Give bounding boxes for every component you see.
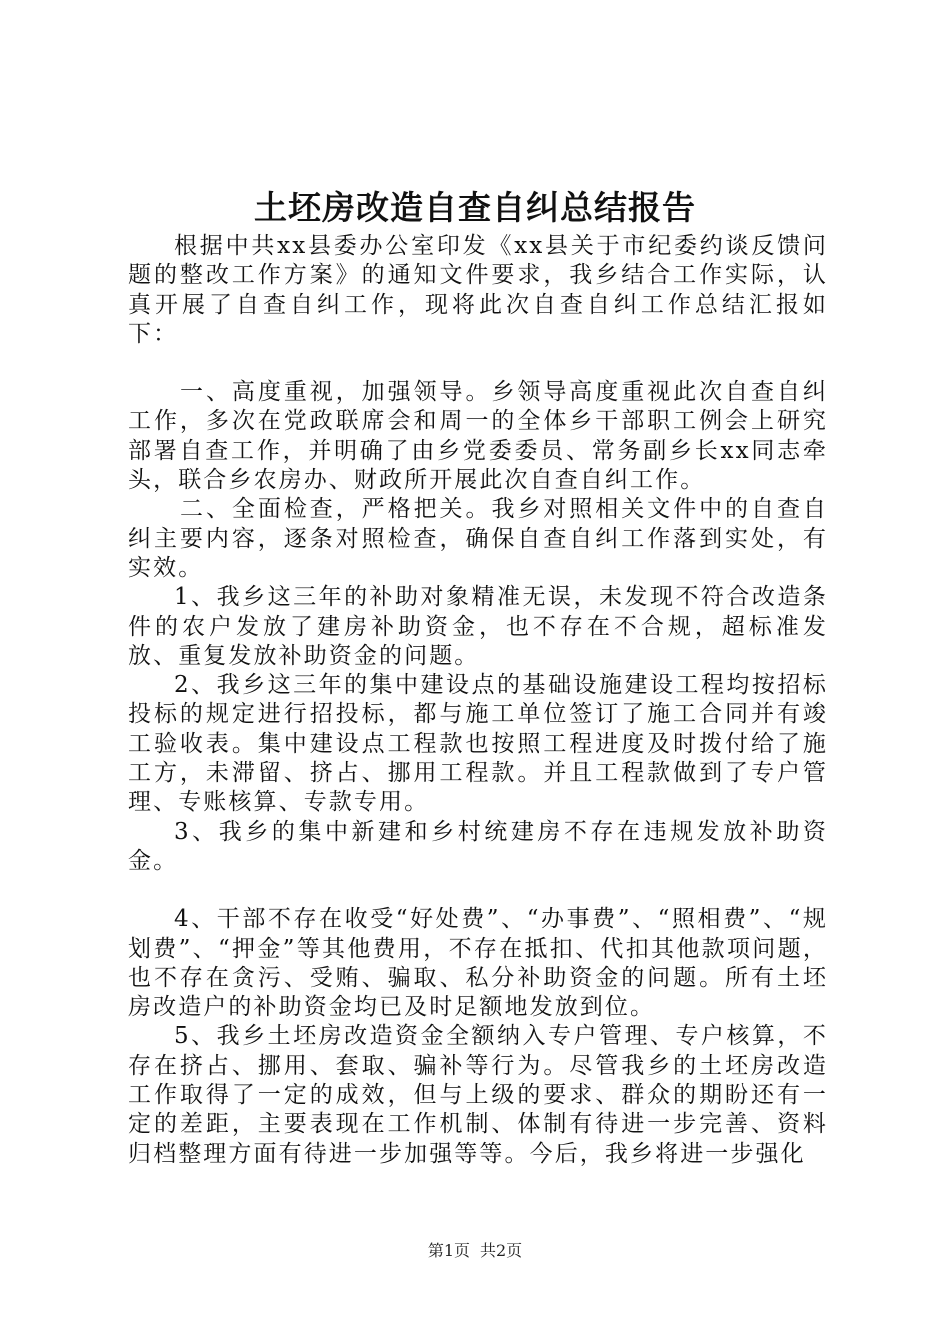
document-body [128,232,828,1169]
page-footer [0,1240,950,1262]
paragraph-item-5: 5、我乡土坯房改造资金全额纳入专户管理、专户核算，不存在挤占、挪用、套取、骗补等行为。尽管我乡的土坯房改造工作取得了一定的成效，但与上级的要求、群众的期盼还有一定的差距，主要表现在工作机制、体制有待进一步完善、资料归档整理方面有待进一步加强等等。今后，我乡将进一步强化 [128,1023,828,1167]
paragraph-item-2: 2、我乡这三年的集中建设点的基础设施建设工程均按招标投标的规定进行招投标，都与施工单位签订了施工合同并有竣工验收表。集中建设点工程款也按照工程进度及时拨付给了施工方，未滞留、挤占、挪用工程款。并且工程款做到了专户管理、专账核算、专款专用。 [128,672,828,816]
paragraph-item-4: 4、干部不存在收受“好处费”、“办事费”、“照相费”、“规划费”、“押金”等其他费用，不存在抵扣、代扣其他款项问题，也不存在贪污、受贿、骗取、私分补助资金的问题。所有土坯房改造户的补助资金均已及时足额地发放到位。 [128,906,828,1021]
paragraph-intro: 根据中共xx县委办公室印发《xx县关于市纪委约谈反馈问题的整改工作方案》的通知文件要求，我乡结合工作实际，认真开展了自查自纠工作，现将此次自查自纠工作总结汇报如下： [128,233,828,347]
paragraph-section-1: 一、高度重视，加强领导。乡领导高度重视此次自查自纠工作，多次在党政联席会和周一的全体乡干部职工例会上研究部署自查工作，并明确了由乡党委委员、常务副乡长xx同志牵头，联合乡农房办、财政所开展此次自查自纠工作。 [128,379,828,494]
paragraph-section-2: 二、全面检查，严格把关。我乡对照相关文件中的自查自纠主要内容，逐条对照检查，确保自查自纠工作落到实处，有实效。 [128,496,828,581]
document-title: 土坯房改造自查自纠总结报告 [254,188,696,227]
page-number-total: 共2页 [480,1241,523,1260]
paragraph-item-1: 1、我乡这三年的补助对象精准无误，未发现不符合改造条件的农户发放了建房补助资金，也不存在不合规，超标准发放、重复发放补助资金的问题。 [128,584,828,669]
paragraph-item-3: 3、我乡的集中新建和乡村统建房不存在违规发放补助资金。 [128,818,828,874]
page-number-current: 第1页 [427,1241,470,1260]
